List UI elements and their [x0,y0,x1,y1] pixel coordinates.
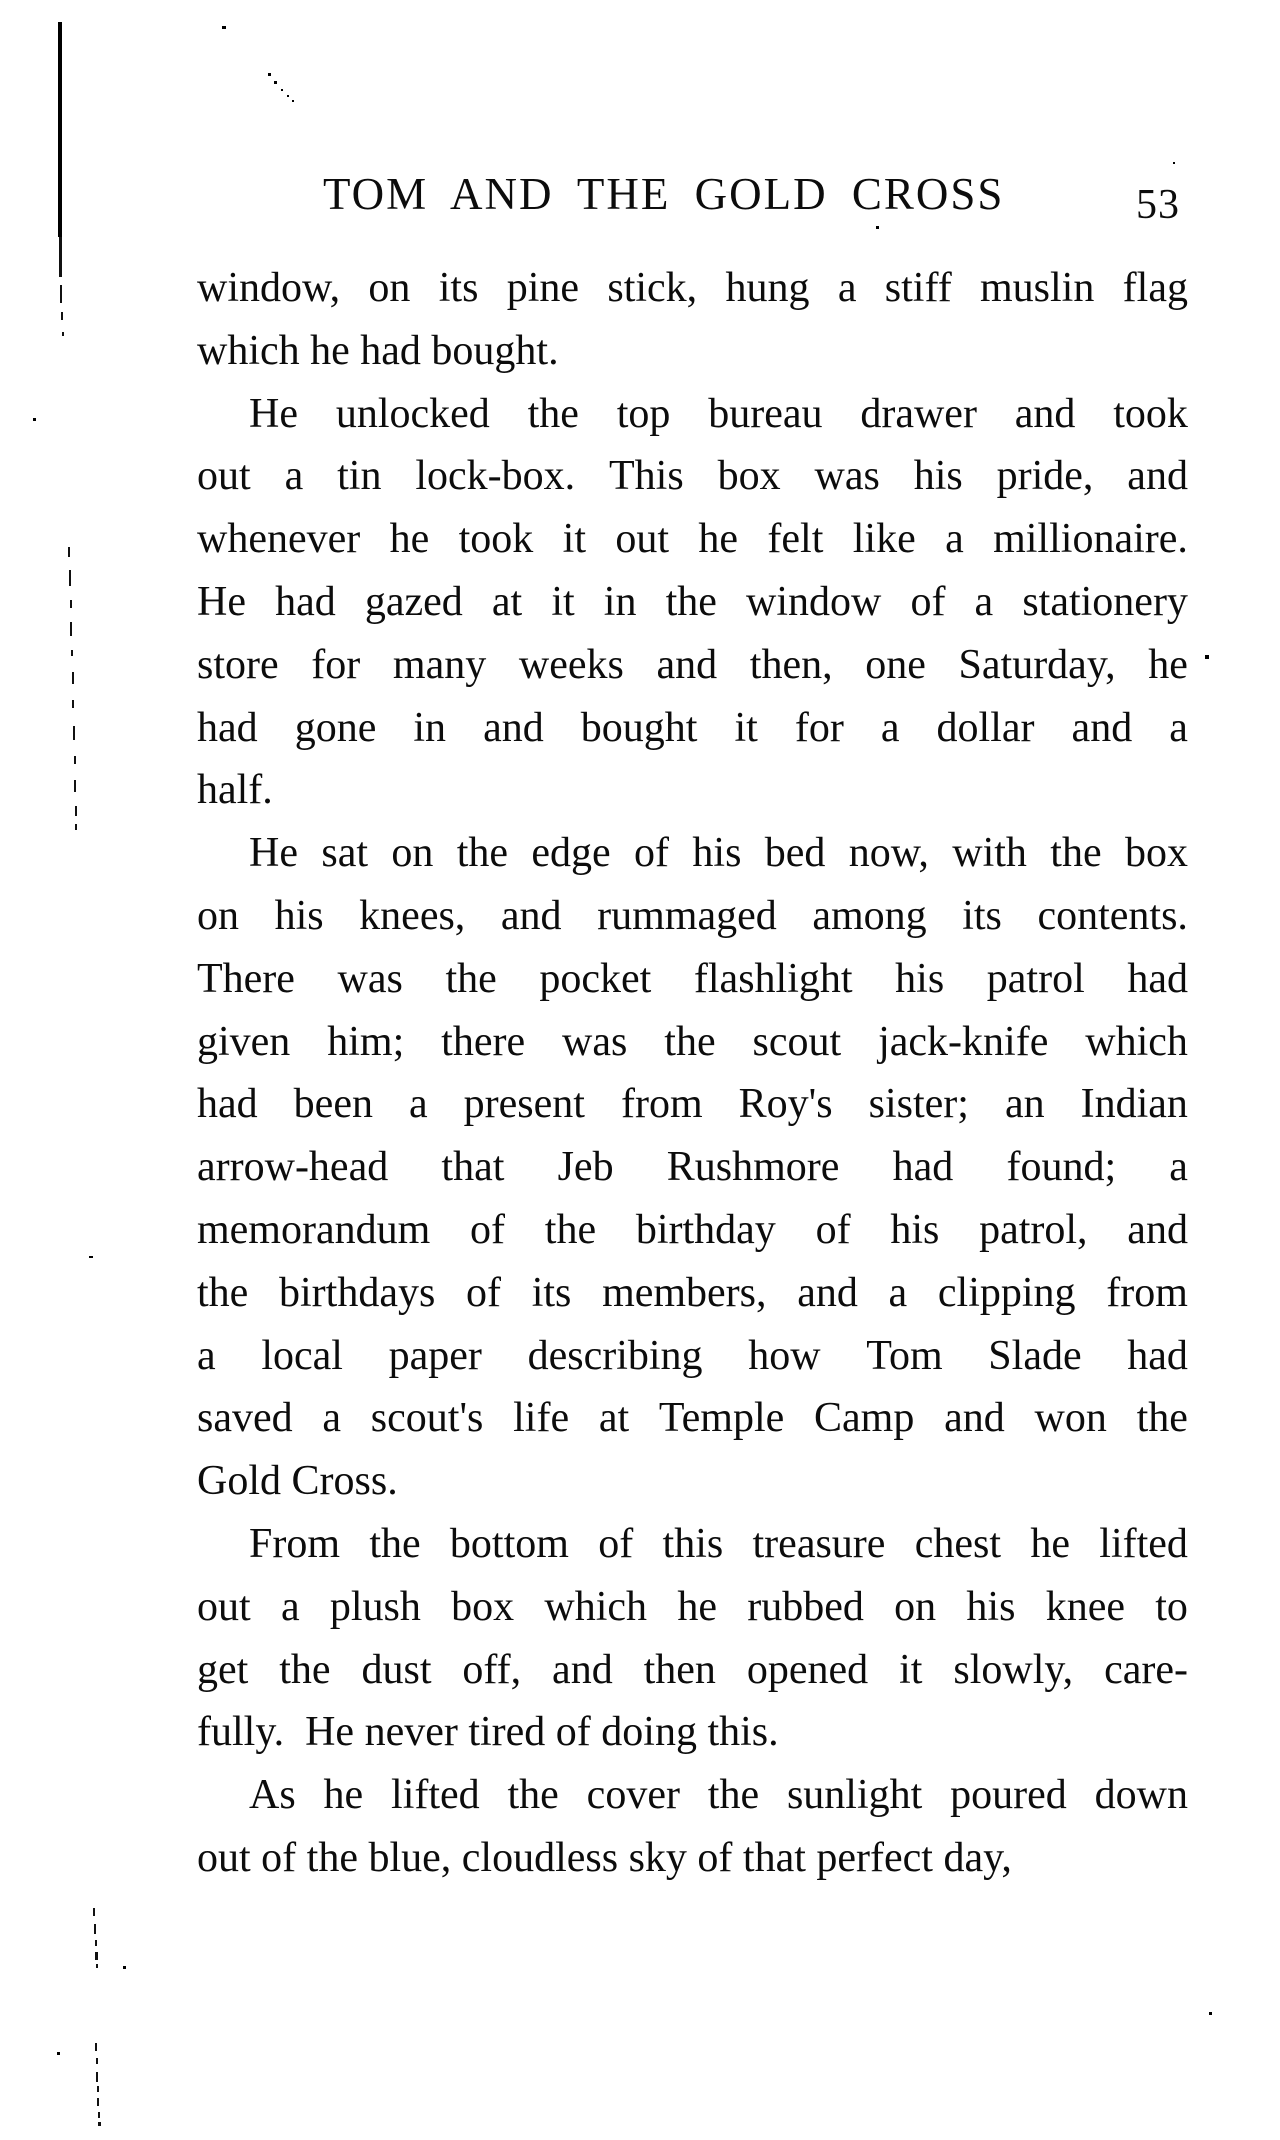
word: window, [197,265,341,311]
word: He [249,830,298,877]
word: the [445,955,497,1002]
word: a [1169,704,1188,751]
text-line [197,948,1188,1011]
word: on [368,265,411,311]
word: the [665,578,717,625]
word: on [391,830,434,877]
word: He [197,578,246,625]
text-line [197,1199,1188,1262]
word: the [456,830,509,877]
word: contents. [1037,892,1188,939]
word: box [1124,830,1188,877]
word: of [815,1206,851,1253]
text-line: which he had bought. [197,327,559,374]
word: took [1113,390,1188,437]
word: tin [337,453,382,500]
word: pride, [996,453,1094,500]
word: bed [764,830,826,877]
word: had [892,1144,954,1191]
word: it [551,578,575,625]
word: bought [580,704,698,751]
word: and [1127,1206,1188,1253]
word: at [491,578,523,625]
word: treasure [752,1520,886,1567]
word: out [615,516,670,563]
text-line [197,697,1188,760]
word: Slade [988,1332,1082,1379]
word: of [470,1206,506,1253]
page-body [197,257,1188,1890]
word: lifted [391,1772,480,1819]
word: won [1034,1395,1107,1442]
word: opened [746,1646,869,1693]
word: out [197,453,251,500]
word: it [899,1646,923,1693]
word: how [748,1332,821,1379]
text-line [197,571,1188,634]
text-line [197,1576,1188,1639]
word: with [952,830,1027,877]
word: knee [1045,1583,1125,1630]
word: now, [848,830,929,877]
word: had [1127,1332,1188,1379]
text-line [197,1513,1188,1576]
word: then [643,1646,716,1693]
word: gazed [364,578,463,625]
word: dust [361,1646,432,1693]
word: the [1050,830,1102,877]
word: the [507,1772,559,1819]
word: members, [602,1269,767,1316]
word: of [466,1269,501,1316]
word: This [609,453,684,500]
word: arrow-head [197,1144,389,1191]
word: its [962,892,1002,939]
word: a [280,1583,300,1630]
word: given [197,1018,291,1065]
word: stiff [884,265,952,311]
text-line [197,1073,1188,1136]
word: a [974,578,994,625]
word: on [197,892,239,939]
word: and [500,892,562,939]
word: the [1136,1395,1188,1442]
word: jack-knife [878,1018,1049,1065]
word: off, [462,1646,522,1693]
word: Roy's [738,1081,833,1128]
word: present [463,1081,585,1128]
word: the [664,1018,716,1065]
running-title: TOM AND THE GOLD CROSS [323,169,1005,219]
word: the [279,1646,331,1693]
word: had [197,704,258,751]
word: like [852,516,916,563]
word: and [656,641,718,688]
word: from [620,1081,703,1128]
word: a [880,704,900,751]
word: for [794,704,844,751]
word: He [249,390,298,437]
word: a [1169,1144,1188,1191]
word: in [603,578,637,625]
word: took [458,516,534,563]
word: and [1127,453,1188,500]
word: on [894,1583,937,1630]
word: flashlight [693,955,853,1002]
word: then, [749,641,833,688]
word: and [483,704,544,751]
word: get [197,1646,249,1693]
word: memorandum [197,1206,431,1253]
word: window [745,578,882,625]
word: was [337,955,403,1002]
word: was [562,1018,628,1065]
word: birthdays [279,1269,436,1316]
word: his [913,453,963,500]
word: drawer [860,390,977,437]
word: its [531,1269,572,1316]
word: from [1106,1269,1188,1316]
word: he [1148,641,1188,688]
word: at [598,1395,630,1442]
word: which [1085,1018,1188,1065]
text-line: fully. He never tired of doing this. [197,1709,779,1756]
text-line [197,634,1188,697]
word: knees, [359,892,466,939]
word: dollar [936,704,1035,751]
text-line [197,445,1188,508]
text-line [197,1136,1188,1199]
text-line [197,1325,1188,1388]
word: his [895,955,945,1002]
text-line [197,885,1188,948]
word: sister; [868,1081,969,1128]
word: As [249,1772,296,1819]
word: its [438,265,479,311]
word: Indian [1080,1081,1188,1128]
word: the [707,1772,760,1819]
word: box [717,453,781,500]
word: many [392,641,487,688]
word: the [197,1269,249,1316]
word: sat [321,830,368,877]
word: of [598,1520,634,1567]
word: stick, [607,265,698,311]
word: whenever [197,516,361,563]
word: scout [752,1018,842,1065]
word: paper [388,1332,482,1379]
word: lifted [1099,1520,1188,1567]
word: down [1094,1772,1188,1819]
word: poured [950,1772,1067,1819]
word: it [562,516,586,563]
word: that [441,1144,505,1191]
text-line: out of the blue, cloudless sky of that perfect day, [197,1834,1012,1881]
word: was [814,453,880,500]
word: stationery [1022,578,1188,625]
word: box [451,1583,515,1630]
word: unlocked [335,390,490,437]
text-line [197,822,1188,885]
word: care- [1104,1646,1188,1693]
word: local [261,1332,343,1379]
word: to [1155,1583,1188,1630]
text-line: half. [197,767,273,814]
text-line [197,1262,1188,1325]
word: Rushmore [666,1144,840,1191]
word: rubbed [747,1583,864,1630]
word: rummaged [597,892,777,939]
word: among [812,892,927,939]
word: From [249,1520,341,1567]
word: Camp [814,1395,915,1442]
word: the [369,1520,421,1567]
word: top [616,390,671,437]
word: sunlight [786,1772,923,1819]
word: a [284,453,304,500]
word: there [441,1018,526,1065]
text-line [197,1764,1188,1827]
word: his [966,1583,1016,1630]
word: of [634,830,670,877]
word: scout's [370,1395,484,1442]
word: a [408,1081,428,1128]
word: he [389,516,430,563]
word: Temple [658,1395,785,1442]
word: a [945,516,964,563]
word: a [322,1395,342,1442]
word: out [197,1583,251,1630]
word: There [197,955,295,1002]
word: bureau [708,390,823,437]
word: an [1004,1081,1045,1128]
word: saved [197,1395,293,1442]
word: felt [767,516,824,563]
word: birthday [635,1206,776,1253]
word: had [1127,955,1188,1002]
word: Jeb [557,1144,614,1191]
word: cover [586,1772,680,1819]
word: for [311,641,361,688]
word: describing [527,1332,703,1379]
text-line [197,1011,1188,1074]
text-line [197,383,1188,446]
word: edge [531,830,611,877]
word: a [888,1269,908,1316]
word: a [837,265,857,311]
text-line [197,508,1188,571]
text-line: Gold Cross. [197,1458,398,1505]
word: life [513,1395,570,1442]
word: and [1014,390,1076,437]
word: Tom [866,1332,943,1379]
word: Saturday, [958,641,1116,688]
word: pine [506,265,580,311]
word: and [1071,704,1133,751]
word: weeks [518,641,624,688]
word: had [275,578,336,625]
word: millionaire. [993,516,1188,563]
word: had [197,1081,258,1128]
word: clipping [937,1269,1076,1316]
word: and [552,1646,613,1693]
word: it [734,704,758,751]
word: lock-box. [415,453,576,500]
word: and [797,1269,858,1316]
word: a [197,1332,216,1379]
word: in [413,704,447,751]
word: patrol, [979,1206,1088,1253]
word: chest [914,1520,1002,1567]
word: found; [1006,1144,1117,1191]
word: which [544,1583,648,1630]
word: he [677,1583,717,1630]
word: the [544,1206,597,1253]
word: the [527,390,579,437]
word: pocket [539,955,652,1002]
page-number: 53 [1136,182,1180,228]
word: one [865,641,926,688]
text-line [197,1639,1188,1702]
word: he [698,516,739,563]
word: bottom [449,1520,569,1567]
word: his [890,1206,940,1253]
word: of [910,578,946,625]
word: patrol [986,955,1085,1002]
word: been [293,1081,373,1128]
word: slowly, [953,1646,1074,1693]
word: plush [329,1583,421,1630]
word: hung [725,265,810,311]
word: muslin [980,265,1095,311]
word: he [1030,1520,1070,1567]
text-line [197,257,1188,320]
word: he [323,1772,364,1819]
word: store [197,641,279,688]
text-line [197,1387,1188,1450]
word: flag [1122,265,1188,311]
word: his [692,830,742,877]
word: his [274,892,324,939]
word: gone [294,704,377,751]
word: and [944,1395,1005,1442]
word: this [662,1520,724,1567]
word: him; [327,1018,405,1065]
